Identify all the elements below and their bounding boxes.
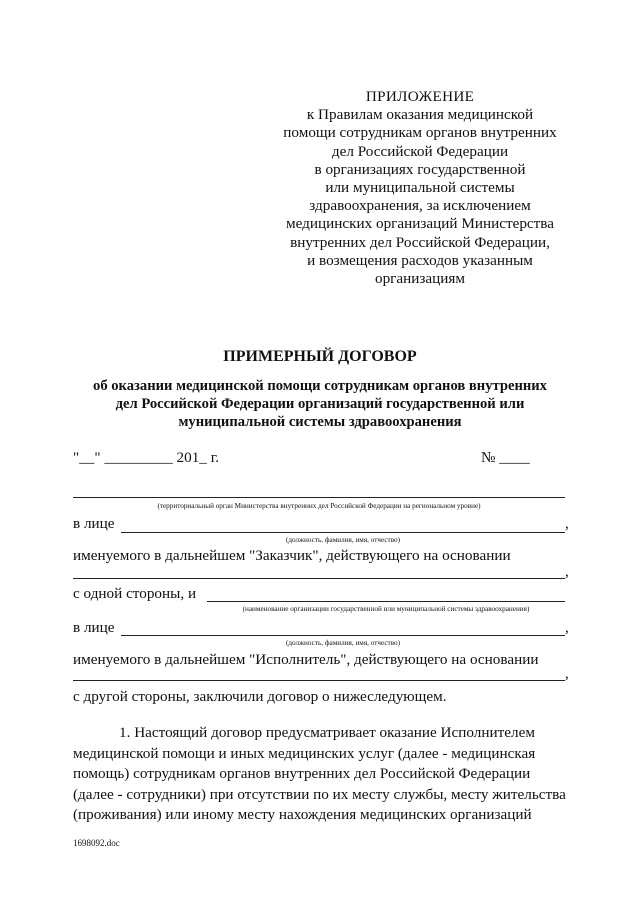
appendix-line: или муниципальной системы [325, 179, 515, 197]
document-subtitle [75, 377, 565, 431]
comma: , [565, 563, 569, 580]
territorial-body-field [73, 497, 565, 498]
caption-position: (должность, фамилия, имя, отчество) [285, 536, 401, 544]
appendix-line: в организациях государственной [314, 160, 526, 178]
paragraph-line: 1. Настоящий договор предусматривает оказание Исполнителем [119, 724, 535, 741]
representative-field [121, 635, 565, 636]
one-side-text: с одной стороны, и [73, 585, 197, 602]
subtitle-line: муниципальной системы здравоохранения [178, 414, 462, 430]
document-title: ПРИМЕРНЫЙ ДОГОВОР [223, 348, 417, 365]
appendix-line: дел Российской Федерации [331, 142, 509, 160]
paragraph-line: (далее - сотрудники) при отсутствии по их месту службы, месту жительства [73, 785, 566, 803]
customer-basis-field [73, 578, 565, 579]
appendix-block [270, 88, 570, 288]
paragraph-line: медицинской помощи и иных медицинских услуг (далее - медицинская [73, 744, 536, 762]
caption-position: (должность, фамилия, имя, отчество) [285, 639, 401, 647]
named-customer-text: именуемого в дальнейшем "Заказчик", действующего на основании [73, 547, 511, 564]
appendix-line: организациям [374, 270, 465, 288]
appendix-line: к Правилам оказания медицинской [306, 106, 534, 124]
subtitle-line: об оказании медицинской помощи сотрудникам органов внутренних [93, 378, 547, 394]
representative-field [121, 532, 565, 533]
executor-basis-field [73, 680, 565, 681]
comma: , [565, 665, 569, 682]
in-person-label: в лице [73, 515, 115, 532]
file-name: 1698092.doc [73, 838, 120, 848]
named-executor-text: именуемого в дальнейшем "Исполнитель", действующего на основании [73, 651, 539, 668]
contract-number: № ____ [481, 449, 530, 466]
appendix-line: помощи сотрудникам органов внутренних [283, 124, 557, 142]
paragraph-line: помощь) сотрудникам органов внутренних дел Российской Федерации [73, 765, 531, 783]
caption-territorial: (территориальный орган Министерства внутренних дел Российской Федерации на региональном уровне) [157, 502, 481, 510]
appendix-line: медицинских организаций Министерства [285, 215, 555, 233]
in-person-label: в лице [73, 619, 115, 636]
appendix-line: здравоохранения, за исключением [309, 197, 531, 215]
appendix-line: и возмещения расходов указанным [307, 251, 533, 269]
paragraph-1 [73, 723, 568, 826]
appendix-line: внутренних дел Российской Федерации, [290, 233, 550, 251]
other-side-text: с другой стороны, заключили договор о нижеследующем. [73, 688, 447, 705]
organization-field [207, 601, 565, 602]
contract-date: "__" _________ 201_ г. [73, 449, 220, 466]
comma: , [565, 515, 569, 532]
caption-organization: (наименование организации государственной или муниципальной системы здравоохранения) [242, 605, 530, 613]
paragraph-line: (проживания) или иному месту нахождения медицинских организаций [73, 806, 532, 824]
subtitle-line: дел Российской Федерации организаций государственной или [115, 396, 525, 412]
appendix-title: ПРИЛОЖЕНИЕ [365, 88, 475, 105]
comma: , [565, 619, 569, 636]
